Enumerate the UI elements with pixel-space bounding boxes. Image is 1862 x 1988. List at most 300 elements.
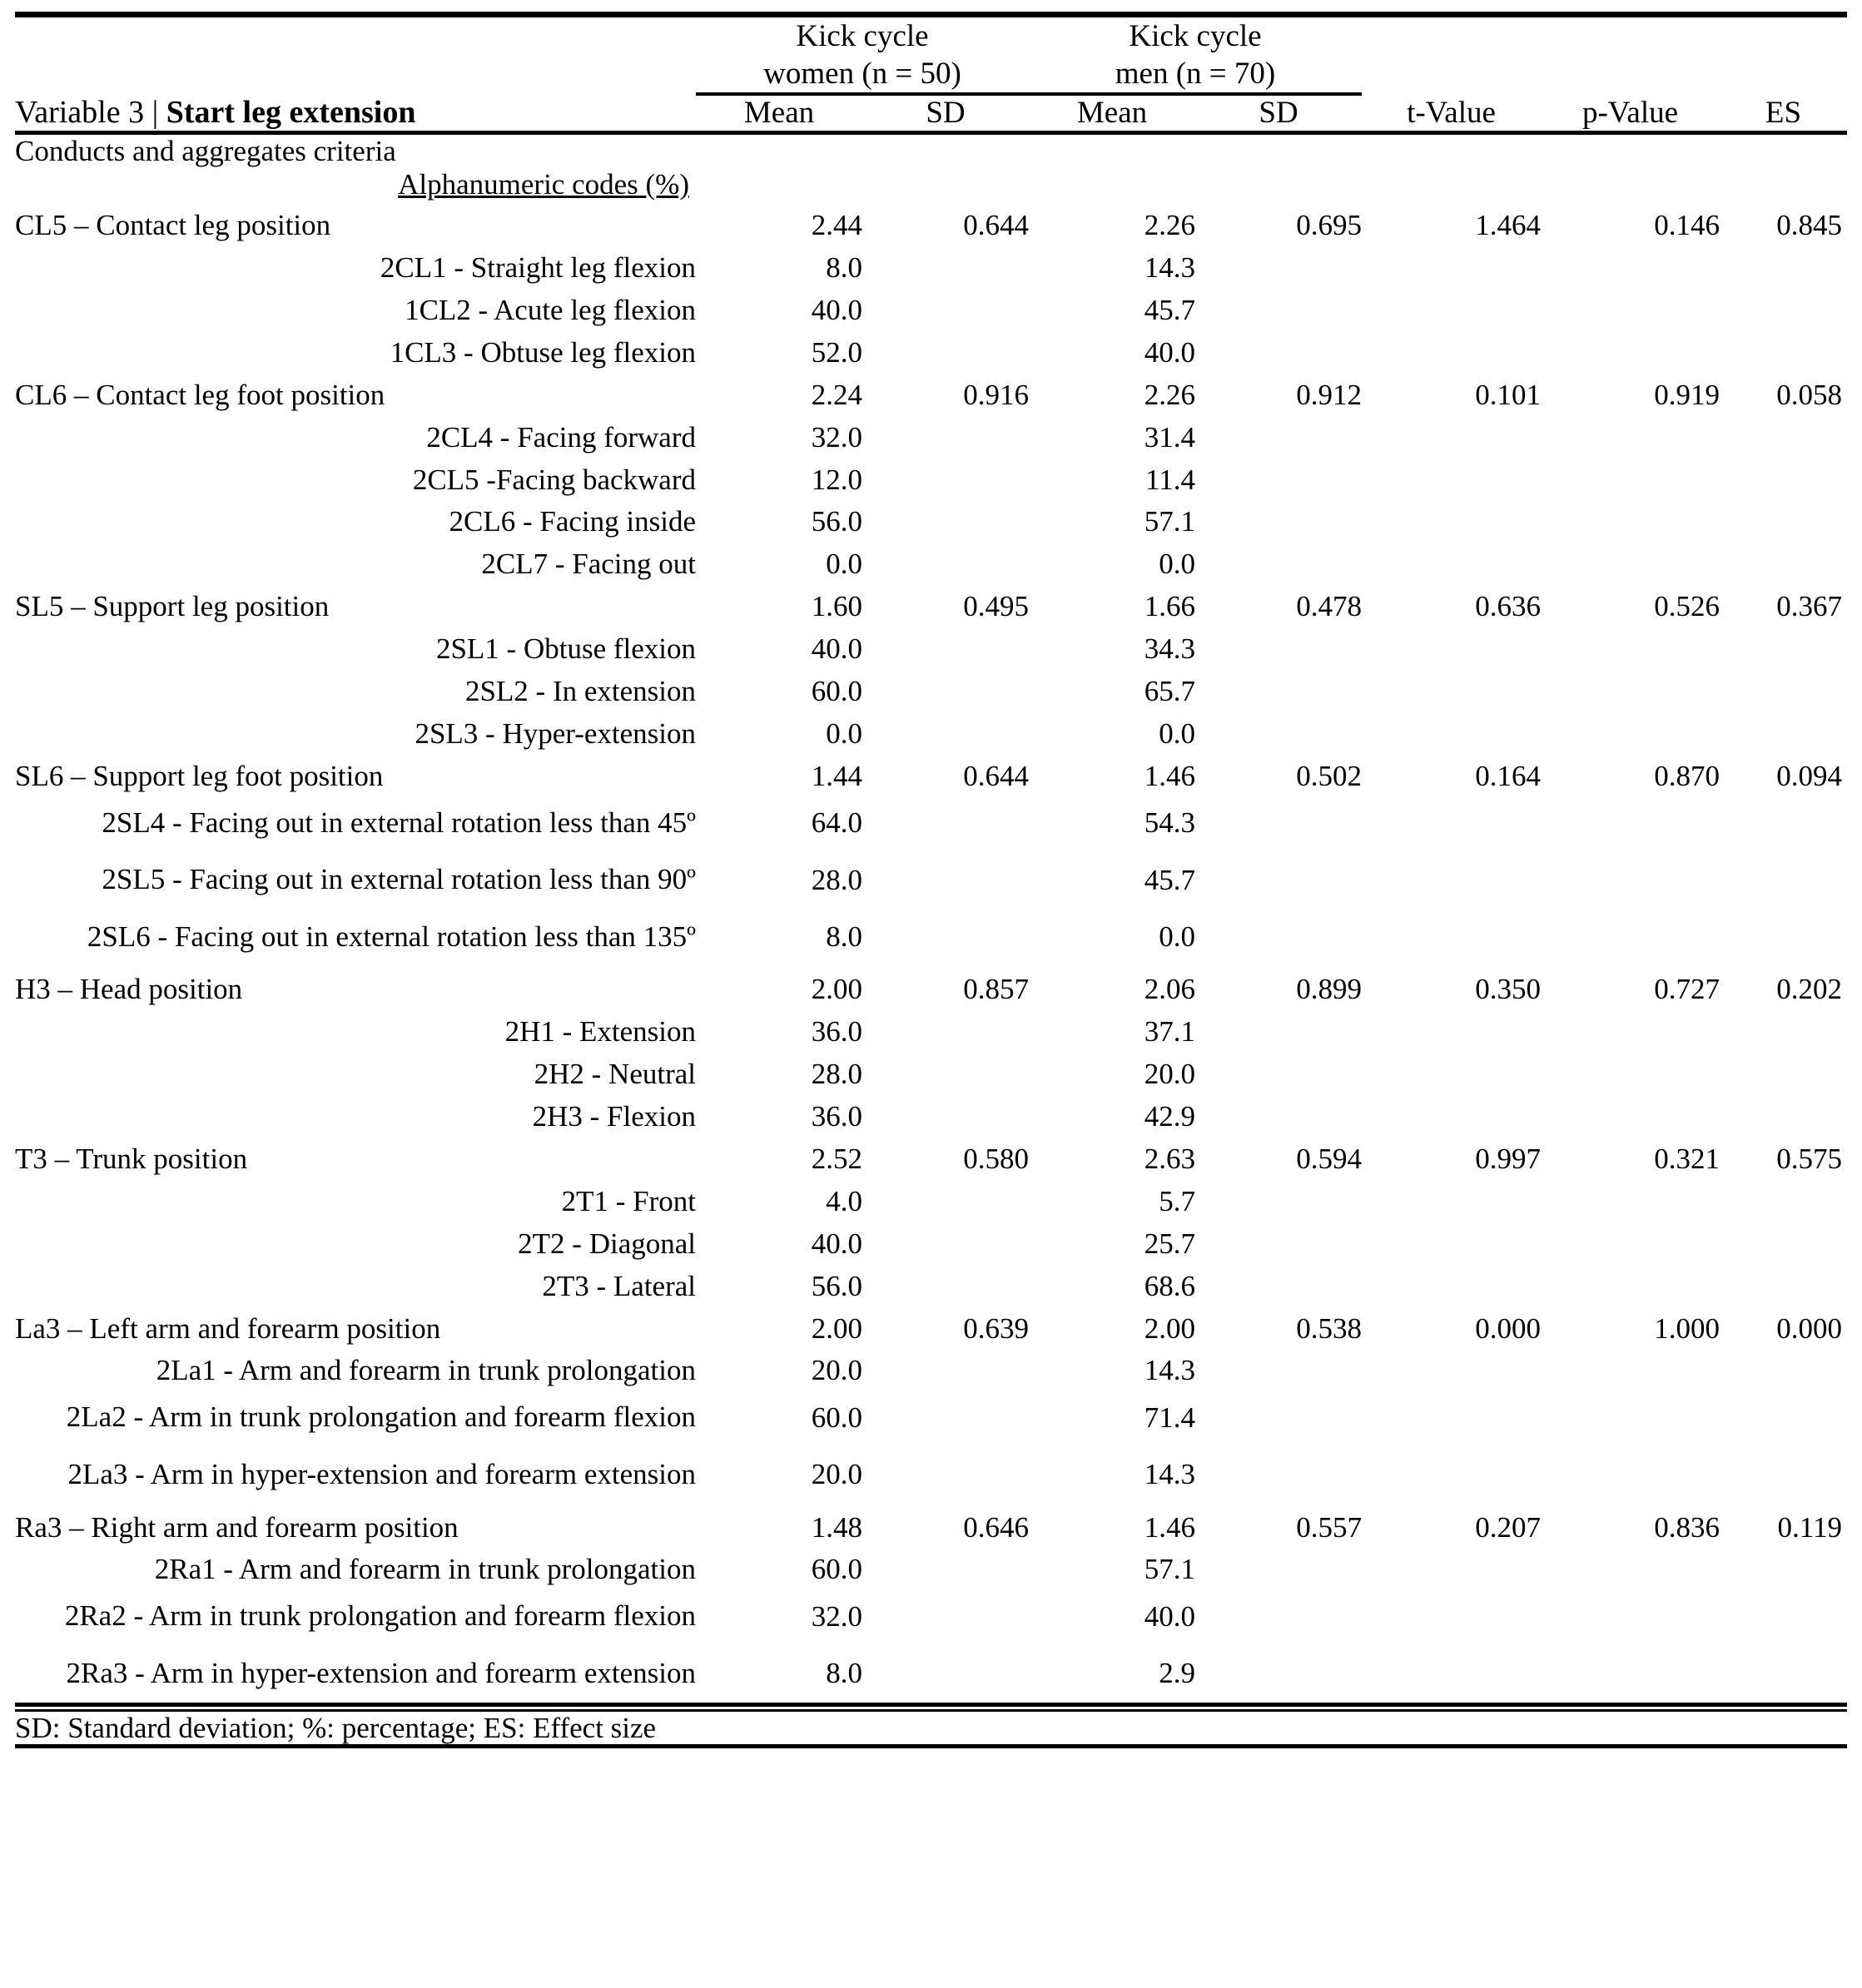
row-label-sub: 2CL7 - Facing out [481, 548, 696, 581]
cell-p-value [1541, 540, 1720, 583]
cell-women-sd [862, 244, 1029, 286]
cell-t-value [1362, 1446, 1541, 1504]
cell-women-mean: 4.0 [826, 1184, 862, 1217]
cell-es [1720, 1220, 1847, 1262]
cell-men-mean: 0.0 [1159, 920, 1195, 954]
cell-women-sd [862, 456, 1029, 498]
cell-men-mean: 37.1 [1144, 1015, 1195, 1049]
table-row [15, 244, 1847, 286]
cell-es: 0.845 [1776, 209, 1842, 242]
cell-women-sd [862, 286, 1029, 329]
row-label-main: Ra3 – Right arm and forearm position [15, 1510, 459, 1544]
cell-t-value [1362, 1177, 1541, 1220]
row-label-sub: 2H2 - Neutral [534, 1058, 696, 1091]
table-row [15, 1446, 1847, 1504]
cell-t-value: 0.164 [1475, 759, 1541, 792]
row-label-sub: 2T1 - Front [561, 1184, 696, 1217]
variable-title-cell [15, 17, 696, 131]
group-men-line2: men (n = 70) [1115, 57, 1276, 92]
cell-p-value: 0.727 [1654, 973, 1720, 1006]
cell-t-value [1362, 1220, 1541, 1262]
cell-men-mean: 31.4 [1144, 420, 1195, 454]
cell-p-value [1541, 1346, 1720, 1389]
cell-women-mean: 52.0 [811, 335, 862, 369]
cell-women-sd [862, 414, 1029, 456]
table-row [15, 371, 1847, 414]
group-women-line2: women (n = 50) [763, 57, 961, 92]
cell-men-sd [1195, 498, 1362, 540]
row-label-sub: 2CL6 - Facing inside [449, 505, 696, 538]
table-row [15, 1093, 1847, 1135]
cell-es [1720, 540, 1847, 583]
cell-women-mean: 60.0 [811, 1553, 862, 1586]
header-group-row [15, 17, 1847, 94]
cell-p-value [1541, 710, 1720, 752]
cell-men-sd [1195, 414, 1362, 456]
cell-p-value: 0.836 [1654, 1510, 1720, 1544]
cell-t-value [1362, 1389, 1541, 1446]
cell-women-sd: 0.644 [963, 759, 1029, 792]
cell-t-value [1362, 244, 1541, 286]
cell-men-sd [1195, 1389, 1362, 1446]
cell-women-sd [862, 710, 1029, 752]
table-row [15, 414, 1847, 456]
cell-women-sd [862, 498, 1029, 540]
cell-p-value [1541, 795, 1720, 852]
cell-t-value: 0.000 [1475, 1311, 1541, 1345]
cell-women-mean: 1.48 [811, 1510, 862, 1544]
cell-es [1720, 1008, 1847, 1050]
row-label-main: CL6 – Contact leg foot position [15, 378, 385, 411]
cell-es [1720, 1093, 1847, 1135]
cell-es: 0.094 [1776, 759, 1842, 792]
cell-p-value: 1.000 [1654, 1311, 1720, 1345]
cell-es: 0.367 [1776, 590, 1842, 623]
cell-p-value [1541, 456, 1720, 498]
row-label-sub: 2SL3 - Hyper-extension [415, 716, 696, 750]
cell-men-sd: 0.695 [1296, 209, 1362, 242]
row-label-sub: 2La1 - Arm and forearm in trunk prolongation [156, 1354, 696, 1387]
table-row [15, 667, 1847, 710]
table-row [15, 329, 1847, 371]
row-label-sub: 2Ra3 - Arm in hyper-extension and forearm extension [66, 1656, 696, 1689]
table-row [15, 540, 1847, 583]
cell-men-sd: 0.478 [1296, 590, 1362, 623]
cell-women-mean: 56.0 [811, 1269, 862, 1302]
table-row [15, 965, 1847, 1008]
cell-women-mean: 36.0 [811, 1015, 862, 1049]
cell-women-sd [862, 1545, 1029, 1588]
row-label-main: T3 – Trunk position [15, 1143, 248, 1176]
cell-women-mean: 28.0 [811, 863, 862, 896]
table-row [15, 625, 1847, 667]
footnote-row [15, 1710, 1847, 1747]
cell-es [1720, 1545, 1847, 1588]
table-row [15, 795, 1847, 852]
cell-p-value: 0.870 [1654, 759, 1720, 792]
cell-es [1720, 667, 1847, 710]
cell-women-sd [862, 329, 1029, 371]
column-header-men-mean: Mean [1076, 96, 1148, 131]
cell-men-mean: 0.0 [1159, 716, 1195, 750]
cell-men-sd: 0.912 [1296, 378, 1362, 411]
table-row [15, 201, 1847, 244]
cell-p-value [1541, 625, 1720, 667]
cell-es [1720, 795, 1847, 852]
cell-es [1720, 1050, 1847, 1093]
cell-men-mean: 11.4 [1145, 463, 1195, 496]
cell-men-mean: 42.9 [1144, 1100, 1195, 1133]
cell-es: 0.000 [1776, 1311, 1842, 1345]
row-label-sub: 2T2 - Diagonal [518, 1227, 696, 1260]
cell-men-mean: 1.46 [1144, 759, 1195, 792]
cell-women-sd [862, 667, 1029, 710]
table-row [15, 1008, 1847, 1050]
cell-men-sd [1195, 1346, 1362, 1389]
cell-t-value: 0.101 [1475, 378, 1541, 411]
table-row [15, 286, 1847, 329]
cell-men-sd [1195, 1177, 1362, 1220]
cell-women-sd [862, 795, 1029, 852]
cell-men-sd [1195, 667, 1362, 710]
cell-men-sd [1195, 286, 1362, 329]
cell-t-value: 1.464 [1475, 209, 1541, 242]
row-label-sub: 2SL2 - In extension [464, 675, 696, 707]
cell-t-value: 0.636 [1475, 590, 1541, 623]
cell-men-mean: 65.7 [1144, 675, 1195, 707]
cell-t-value [1362, 1588, 1541, 1645]
cell-women-mean: 28.0 [811, 1058, 862, 1091]
cell-men-mean: 57.1 [1144, 505, 1195, 538]
cell-men-mean: 57.1 [1144, 1553, 1195, 1586]
cell-p-value: 0.321 [1654, 1143, 1720, 1176]
cell-men-sd [1195, 1050, 1362, 1093]
cell-es [1720, 244, 1847, 286]
footnote-text: SD: Standard deviation; %: percentage; ES: Effect size [15, 1711, 657, 1744]
cell-women-mean: 40.0 [811, 1227, 862, 1260]
cell-t-value [1362, 414, 1541, 456]
table-footer [15, 1704, 1847, 1748]
cell-p-value [1541, 329, 1720, 371]
cell-men-mean: 2.26 [1144, 378, 1195, 411]
cell-women-mean: 0.0 [826, 548, 862, 581]
cell-es [1720, 909, 1847, 966]
cell-es: 0.202 [1776, 973, 1842, 1006]
row-label-sub: 2SL1 - Obtuse flexion [435, 632, 696, 666]
cell-t-value [1362, 1346, 1541, 1389]
cell-men-mean: 1.66 [1144, 590, 1195, 623]
cell-men-mean: 40.0 [1144, 335, 1195, 369]
cell-men-sd [1195, 710, 1362, 752]
row-label-sub: 2SL6 - Facing out in external rotation less than 135º [87, 920, 696, 953]
row-label-sub: 1CL3 - Obtuse leg flexion [390, 335, 696, 369]
row-label-sub: 2SL4 - Facing out in external rotation less than 45º [102, 806, 696, 839]
cell-women-sd [862, 1389, 1029, 1446]
cell-women-sd [862, 625, 1029, 667]
section-heading-line2-text: Alphanumeric codes (%) [398, 168, 689, 201]
cell-es [1720, 498, 1847, 540]
row-label-sub: 1CL2 - Acute leg flexion [405, 293, 696, 326]
variable-name: Start leg extension [166, 95, 416, 131]
cell-women-mean: 12.0 [811, 463, 862, 496]
row-label-main: SL5 – Support leg position [15, 590, 330, 623]
cell-es [1720, 286, 1847, 329]
cell-es [1720, 329, 1847, 371]
cell-men-mean: 1.46 [1144, 1510, 1195, 1544]
table-row [15, 1545, 1847, 1588]
table-row [15, 1262, 1847, 1305]
group-women-line1: Kick cycle [796, 19, 929, 53]
cell-p-value [1541, 1008, 1720, 1050]
cell-men-mean: 5.7 [1159, 1184, 1195, 1217]
table-row [15, 1220, 1847, 1262]
section-heading-row-2 [15, 168, 1847, 201]
cell-t-value [1362, 1262, 1541, 1305]
row-label-sub: 2H1 - Extension [504, 1015, 696, 1049]
cell-men-mean: 25.7 [1144, 1227, 1195, 1260]
column-header-men-sd: SD [1259, 96, 1298, 131]
cell-women-mean: 20.0 [811, 1458, 862, 1491]
cell-women-sd: 0.495 [963, 590, 1029, 623]
cell-p-value [1541, 667, 1720, 710]
row-label-main: CL5 – Contact leg position [15, 209, 331, 242]
cell-women-mean: 32.0 [811, 420, 862, 454]
cell-women-mean: 56.0 [811, 505, 862, 538]
cell-women-sd [862, 1262, 1029, 1305]
table-row [15, 1346, 1847, 1389]
cell-men-sd [1195, 1545, 1362, 1588]
cell-t-value [1362, 909, 1541, 966]
cell-p-value [1541, 414, 1720, 456]
cell-women-mean: 0.0 [826, 716, 862, 750]
cell-men-mean: 2.06 [1144, 973, 1195, 1006]
cell-men-mean: 45.7 [1144, 293, 1195, 326]
table-row [15, 851, 1847, 909]
cell-men-mean: 2.9 [1159, 1657, 1195, 1690]
variable-separator: | [151, 95, 159, 131]
cell-p-value: 0.526 [1654, 590, 1720, 623]
row-label-sub: 2La2 - Arm in trunk prolongation and forearm flexion [66, 1401, 696, 1434]
cell-p-value [1541, 286, 1720, 329]
cell-men-mean: 40.0 [1144, 1599, 1195, 1633]
bottom-rule [15, 1747, 1847, 1749]
cell-t-value [1362, 710, 1541, 752]
cell-p-value [1541, 1389, 1720, 1446]
cell-es [1720, 625, 1847, 667]
cell-women-sd [862, 909, 1029, 966]
row-label-main: SL6 – Support leg foot position [15, 759, 384, 792]
cell-t-value: 0.997 [1475, 1143, 1541, 1176]
cell-men-sd [1195, 1220, 1362, 1262]
cell-women-sd: 0.646 [963, 1510, 1029, 1544]
cell-men-mean: 45.7 [1144, 863, 1195, 896]
statistics-table [15, 12, 1847, 1748]
cell-men-sd [1195, 329, 1362, 371]
cell-p-value [1541, 851, 1720, 909]
cell-women-mean: 32.0 [811, 1599, 862, 1633]
cell-men-sd: 0.594 [1296, 1143, 1362, 1176]
column-header-es: ES [1765, 96, 1802, 131]
cell-women-sd [862, 1645, 1029, 1704]
table-row [15, 1177, 1847, 1220]
column-header-p-value: p-Value [1581, 96, 1679, 131]
cell-es [1720, 851, 1847, 909]
cell-women-mean: 8.0 [826, 251, 862, 285]
row-label-sub: 2SL5 - Facing out in external rotation less than 90º [102, 863, 696, 896]
cell-men-sd [1195, 1645, 1362, 1704]
cell-t-value [1362, 795, 1541, 852]
cell-men-sd [1195, 625, 1362, 667]
table-row [15, 583, 1847, 625]
cell-women-sd [862, 1588, 1029, 1645]
cell-women-mean: 1.44 [811, 759, 862, 792]
table-row [15, 1389, 1847, 1446]
section-heading-line2 [15, 168, 696, 201]
cell-p-value [1541, 1050, 1720, 1093]
cell-women-mean: 40.0 [811, 293, 862, 326]
row-label-sub: 2CL1 - Straight leg flexion [380, 251, 696, 285]
cell-men-mean: 68.6 [1144, 1269, 1195, 1302]
cell-men-sd: 0.899 [1296, 973, 1362, 1006]
cell-p-value: 0.919 [1654, 378, 1720, 411]
cell-women-sd [862, 1346, 1029, 1389]
cell-t-value [1362, 540, 1541, 583]
cell-t-value [1362, 851, 1541, 909]
cell-t-value [1362, 456, 1541, 498]
cell-women-mean: 2.00 [811, 973, 862, 1006]
cell-t-value [1362, 1545, 1541, 1588]
cell-women-sd: 0.644 [963, 209, 1029, 242]
cell-women-mean: 2.52 [811, 1143, 862, 1176]
cell-es [1720, 1262, 1847, 1305]
cell-t-value [1362, 286, 1541, 329]
column-header-t-value: t-Value [1407, 96, 1496, 131]
cell-men-sd [1195, 244, 1362, 286]
cell-women-mean: 64.0 [811, 806, 862, 840]
cell-p-value [1541, 1588, 1720, 1645]
cell-men-mean: 2.63 [1144, 1143, 1195, 1176]
row-label-main: La3 – Left arm and forearm position [15, 1311, 441, 1345]
cell-men-mean: 71.4 [1144, 1401, 1195, 1434]
cell-women-sd [862, 1050, 1029, 1093]
table-row [15, 1050, 1847, 1093]
cell-men-mean: 20.0 [1144, 1058, 1195, 1091]
cell-women-mean: 60.0 [811, 675, 862, 707]
cell-women-sd [862, 851, 1029, 909]
cell-es [1720, 456, 1847, 498]
cell-es [1720, 1446, 1847, 1504]
row-label-sub: 2Ra1 - Arm and forearm in trunk prolongation [154, 1553, 696, 1586]
cell-t-value [1362, 1093, 1541, 1135]
cell-es [1720, 1177, 1847, 1220]
cell-es: 0.119 [1777, 1510, 1842, 1544]
cell-men-sd [1195, 795, 1362, 852]
group-header-men [1029, 17, 1362, 94]
cell-women-sd [862, 1446, 1029, 1504]
cell-men-mean: 54.3 [1144, 806, 1195, 840]
footer-top-rule [15, 1704, 1847, 1710]
cell-t-value [1362, 667, 1541, 710]
cell-p-value [1541, 244, 1720, 286]
cell-es [1720, 414, 1847, 456]
cell-es [1720, 1389, 1847, 1446]
cell-p-value [1541, 1177, 1720, 1220]
column-header-women-sd: SD [926, 96, 966, 131]
cell-women-sd: 0.916 [963, 378, 1029, 411]
cell-p-value [1541, 1262, 1720, 1305]
cell-men-sd [1195, 1262, 1362, 1305]
cell-men-mean: 2.00 [1144, 1311, 1195, 1345]
cell-women-mean: 2.44 [811, 209, 862, 242]
cell-p-value [1541, 1645, 1720, 1704]
table-row [15, 1588, 1847, 1645]
cell-women-mean: 2.00 [811, 1311, 862, 1345]
cell-men-sd: 0.538 [1296, 1311, 1362, 1345]
cell-t-value: 0.207 [1475, 1510, 1541, 1544]
row-label-sub: 2CL5 -Facing backward [412, 463, 696, 496]
cell-men-sd [1195, 909, 1362, 966]
cell-men-sd [1195, 1093, 1362, 1135]
table-body [15, 133, 1847, 1704]
cell-t-value [1362, 329, 1541, 371]
row-label-sub: 2Ra2 - Arm in trunk prolongation and forearm flexion [64, 1599, 696, 1633]
cell-p-value [1541, 1446, 1720, 1504]
table-row [15, 498, 1847, 540]
cell-p-value [1541, 909, 1720, 966]
row-label-sub: 2La3 - Arm in hyper-extension and forearm extension [67, 1457, 696, 1490]
cell-men-mean: 14.3 [1144, 251, 1195, 285]
cell-t-value [1362, 625, 1541, 667]
cell-t-value: 0.350 [1475, 973, 1541, 1006]
cell-women-sd: 0.857 [963, 973, 1029, 1006]
cell-es: 0.575 [1776, 1143, 1842, 1176]
cell-t-value [1362, 1050, 1541, 1093]
cell-women-mean: 36.0 [811, 1100, 862, 1133]
cell-women-mean: 60.0 [811, 1401, 862, 1434]
cell-women-sd [862, 1093, 1029, 1135]
cell-p-value: 0.146 [1654, 209, 1720, 242]
cell-t-value [1362, 1008, 1541, 1050]
cell-men-sd [1195, 1588, 1362, 1645]
cell-es [1720, 710, 1847, 752]
row-label-sub: 2T3 - Lateral [542, 1269, 696, 1302]
cell-t-value [1362, 1645, 1541, 1704]
cell-women-mean: 8.0 [826, 920, 862, 954]
cell-women-mean: 2.24 [811, 378, 862, 411]
cell-men-sd [1195, 1446, 1362, 1504]
table-row [15, 1645, 1847, 1704]
cell-women-sd: 0.639 [963, 1311, 1029, 1345]
table-row [15, 1305, 1847, 1347]
cell-men-sd [1195, 1008, 1362, 1050]
table-row [15, 710, 1847, 752]
column-header-women-mean: Mean [743, 96, 815, 131]
section-heading-row-1 [15, 133, 1847, 168]
cell-men-mean: 0.0 [1159, 548, 1195, 581]
cell-women-mean: 1.60 [811, 590, 862, 623]
group-men-line1: Kick cycle [1129, 19, 1262, 53]
table-row [15, 1135, 1847, 1177]
cell-men-mean: 14.3 [1144, 1354, 1195, 1387]
cell-women-sd [862, 1177, 1029, 1220]
cell-p-value [1541, 1545, 1720, 1588]
cell-es [1720, 1588, 1847, 1645]
table-header [15, 15, 1847, 133]
cell-men-mean: 34.3 [1144, 632, 1195, 666]
cell-p-value [1541, 498, 1720, 540]
table-row [15, 1504, 1847, 1546]
cell-men-sd [1195, 540, 1362, 583]
